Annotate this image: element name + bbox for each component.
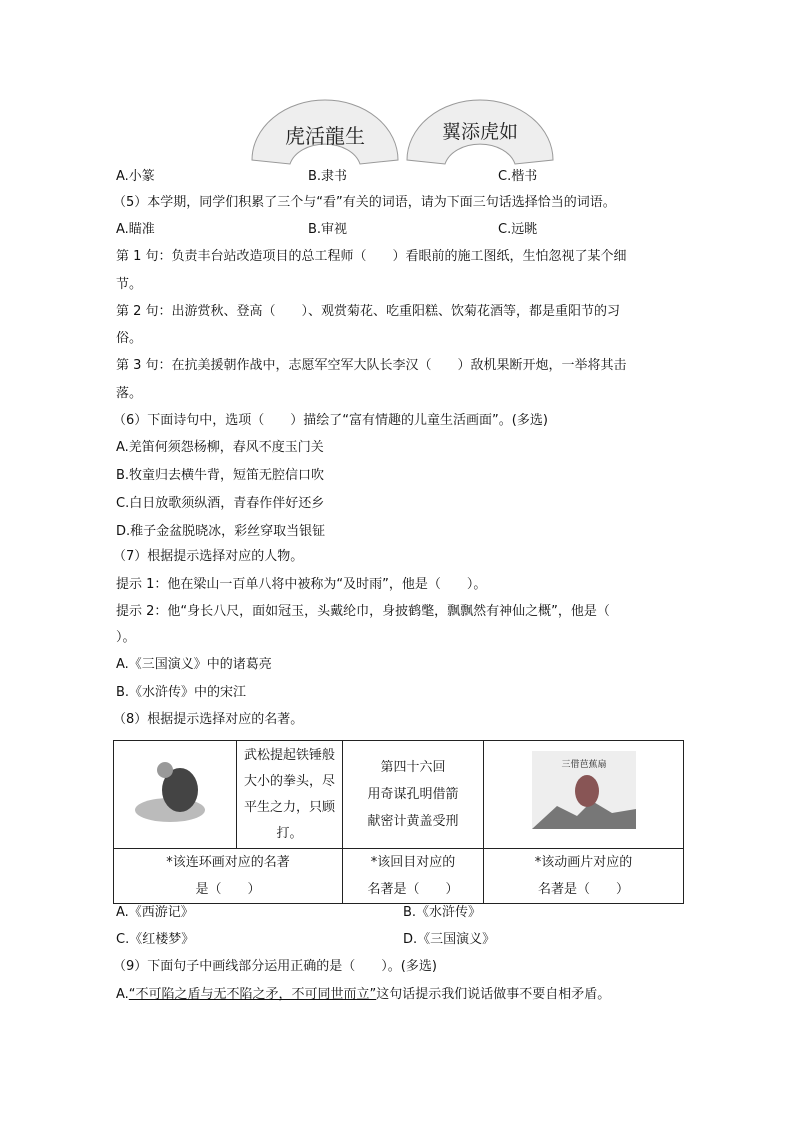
q6-option-d: D.稚子金盆脱晓冰，彩丝穿取当银钲 [116, 524, 326, 539]
animation-image-cell [484, 741, 684, 849]
q8-option-d: D.《三国演义》 [403, 932, 496, 947]
q5-sentence-3-cont: 落。 [116, 386, 143, 401]
animation-title: 三借芭蕉扇 [560, 759, 607, 770]
calligraphy-fan-image-1 [250, 98, 400, 168]
q5-option-c: C.远眺 [498, 222, 538, 237]
q7-hint-2: 提示 2：他“身长八尺，面如冠玉，头戴纶巾，身披鹤氅，飘飘然有神仙之概”，他是（ [116, 604, 610, 619]
cell-text-line: 武松提起铁锤般 [243, 747, 335, 763]
q7-option-a: A.《三国演义》中的诸葛亮 [116, 657, 272, 672]
q5-option-a: A.瞄准 [116, 222, 155, 237]
cell-text-line: 大小的拳头，尽 [243, 773, 335, 789]
q8-option-a: A.《西游记》 [116, 905, 194, 920]
q4-option-b: B.隶书 [308, 169, 348, 184]
q5-sentence-1: 第 1 句：负责丰台站改造项目的总工程师（ ）看眼前的施工图纸，生怕忽视了某个细 [116, 249, 627, 264]
prompt-line: 名著是（ ） [367, 882, 459, 897]
q6-option-c: C.白日放歌须纵酒，青春作伴好还乡 [116, 496, 325, 511]
option-prefix: A. [116, 987, 129, 1002]
q5-sentence-2-cont: 俗。 [116, 331, 143, 346]
comic-text-cell [237, 741, 343, 849]
prompt-line: *该动画片对应的 [534, 855, 633, 870]
q6-option-b: B.牧童归去横牛背，短笛无腔信口吹 [116, 468, 325, 483]
q5-option-b: B.审视 [308, 222, 348, 237]
wusong-tiger-comic-image [125, 745, 225, 835]
q7-stem: （7）根据提示选择对应的人物。 [113, 549, 304, 564]
prompt-line: *该回目对应的 [370, 855, 456, 870]
q7-option-b: B.《水浒传》中的宋江 [116, 685, 247, 700]
prompt-line: 名著是（ ） [537, 882, 629, 897]
q5-sentence-2: 第 2 句：出游赏秋、登高（ ）、观赏菊花、吃重阳糕、饮菊花酒等，都是重阳节的习 [116, 304, 621, 319]
q8-option-b: B.《水浒传》 [403, 905, 482, 920]
q5-sentence-3: 第 3 句：在抗美援朝作战中，志愿军空军大队长李汉（ ）敌机果断开炮，一举将其击 [116, 358, 627, 373]
fan-text: 虎活龍生 [285, 124, 365, 148]
q8-option-c: C.《红楼梦》 [116, 932, 195, 947]
q9-option-a [116, 986, 610, 1004]
calligraphy-fan-image-2 [405, 98, 555, 168]
q5-sentence-1-cont: 节。 [116, 277, 143, 292]
q4-option-a: A.小篆 [116, 169, 155, 184]
chapter-line: 献密计黄盖受刑 [367, 814, 459, 829]
q7-hint-2-cont: ）。 [116, 630, 136, 645]
option-rest: 这句话提示我们说话做事不要自相矛盾。 [376, 987, 611, 1002]
animation-prompt-cell [484, 849, 684, 904]
q6-stem: （6）下面诗句中，选项（ ）描绘了“富有情趣的儿童生活画面”。(多选) [113, 413, 548, 428]
comic-prompt-cell [114, 849, 343, 904]
q4-option-c: C.楷书 [498, 169, 538, 184]
q7-hint-1: 提示 1：他在梁山一百单八将中被称为“及时雨”，他是（ ）。 [116, 577, 487, 592]
underlined-phrase: “不可陷之盾与无不陷之矛，不可同世而立” [128, 987, 377, 1002]
chapter-prompt-cell [343, 849, 484, 904]
q5-stem: （5）本学期，同学们积累了三个与“看”有关的词语，请为下面三句话选择恰当的词语。 [113, 195, 616, 210]
fan-text: 翼添虎如 [441, 121, 519, 143]
chapter-title-cell [343, 741, 484, 849]
cell-text-line: 平生之力，只顾 [243, 799, 335, 815]
animation-still-image [532, 751, 636, 829]
q8-stem: （8）根据提示选择对应的名著。 [113, 712, 304, 727]
q6-option-a: A.羌笛何须怨杨柳，春风不度玉门关 [116, 440, 324, 455]
chapter-line: 第四十六回 [380, 760, 446, 775]
comic-image-cell [114, 741, 237, 849]
prompt-line: *该连环画对应的名著 [166, 855, 290, 870]
prompt-line: 是（ ） [195, 882, 261, 897]
q8-table [113, 740, 684, 904]
cell-text-line: 打。 [276, 825, 303, 841]
chapter-line: 用奇谋孔明借箭 [367, 787, 459, 802]
q9-stem: （9）下面句子中画线部分运用正确的是（ ）。(多选) [113, 959, 437, 974]
